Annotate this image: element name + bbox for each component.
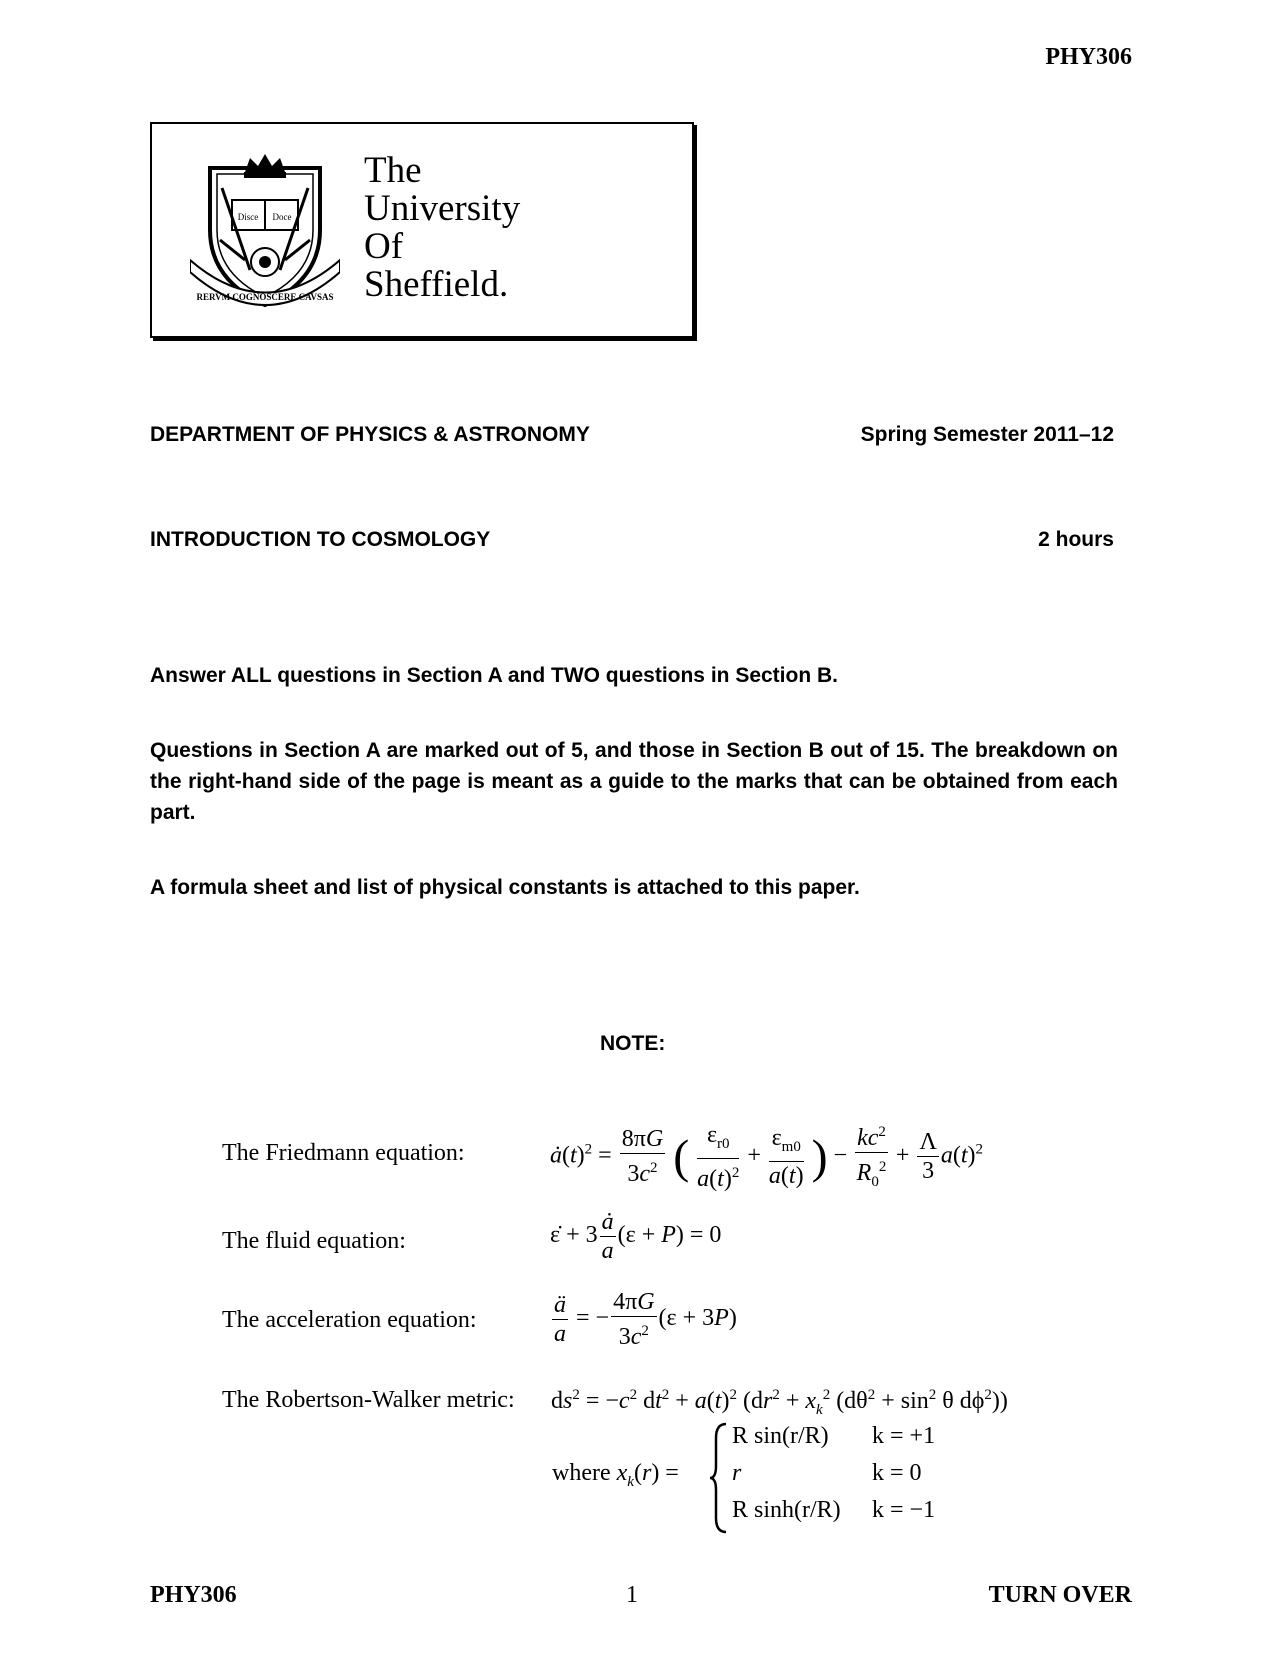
where-label: where — [552, 1460, 611, 1486]
case-cond-2: k = 0 — [872, 1460, 922, 1486]
university-name — [364, 152, 520, 304]
instruction-marks: Questions in Section A are marked out of 5, and those in Section B out of 15. The breakdown on the right-hand side of the page is meant as a guide to the marks that can be obtained from each part. — [150, 739, 1118, 824]
exam-duration: 2 hours — [1038, 528, 1114, 551]
friedmann-equation: $ȧ(t)^2$ = $\frac{8\pi G}{3c^2}$ ( $\frac{\varepsilon_{r0}}{a(t)^2}$ + $\frac{\varepsilon_{m0}}{a(t)}$ ) − $\frac{kc^2}{R_0^2}$ + $\frac{\Lambda}{3}$ $a(t)^2$ — [550, 1118, 983, 1196]
cases-expressions — [732, 1418, 841, 1529]
fluid-label: The fluid equation: — [222, 1228, 406, 1254]
footer-turn-over: TURN OVER — [988, 1582, 1132, 1608]
instruction-formula-sheet: A formula sheet and list of physical constants is attached to this paper. — [150, 876, 860, 899]
case-expr-2: r — [732, 1460, 742, 1486]
case-expr-3: R sinh(r/R) — [732, 1497, 841, 1523]
friedmann-label: The Friedmann equation: — [222, 1140, 465, 1166]
acceleration-equation: $\frac{ä}{a}$ = − $\frac{4\pi G}{3c^2}$ (ε + 3P) — [554, 1289, 737, 1350]
university-name-line-2: University — [364, 188, 521, 229]
semester: Spring Semester 2011–12 — [860, 423, 1114, 446]
university-name-line-4: Sheffield. — [364, 264, 509, 305]
page-number: 1 — [626, 1582, 638, 1608]
course-title: INTRODUCTION TO COSMOLOGY — [150, 528, 491, 551]
rw-metric-equation: $ds^2 = -c^2$ $dt^2 + a(t)^2$ ($dr^2 + x_k^2$ ($d\theta^2 + \sin^2 \theta$ $d\phi^2$)) — [551, 1387, 1008, 1418]
cases-conditions — [872, 1418, 935, 1529]
footer-course-code: PHY306 — [150, 1582, 237, 1608]
case-expr-1: R sin(r/R) — [732, 1423, 829, 1449]
case-cond-3: k = −1 — [872, 1497, 936, 1523]
cases-brace-icon — [708, 1422, 730, 1534]
instruction-sections: Answer ALL questions in Section A and TWO questions in Section B. — [150, 664, 838, 687]
where-clause: where $x_k(r)$ = — [552, 1460, 679, 1490]
crest-book-text: Disce — [237, 212, 259, 222]
acceleration-label: The acceleration equation: — [222, 1307, 477, 1333]
rw-metric-label: The Robertson-Walker metric: — [222, 1387, 515, 1413]
university-crest-icon — [190, 150, 340, 310]
university-name-line-1: The — [364, 150, 422, 191]
header-course-code: PHY306 — [1045, 44, 1132, 70]
fluid-equation: ε̇ + 3 $\frac{ȧ}{a}$ (ε + P) = 0 — [550, 1209, 722, 1264]
crest-motto-text: RERVM COGNOSCERE CAVSAS — [196, 292, 334, 302]
note-heading: NOTE: — [600, 1032, 666, 1055]
university-name-line-3: Of — [364, 226, 404, 267]
university-logo — [150, 122, 694, 338]
case-cond-1: k = +1 — [872, 1423, 936, 1449]
svg-text:Doce: Doce — [272, 212, 292, 222]
department-name: DEPARTMENT OF PHYSICS & ASTRONOMY — [150, 423, 590, 446]
